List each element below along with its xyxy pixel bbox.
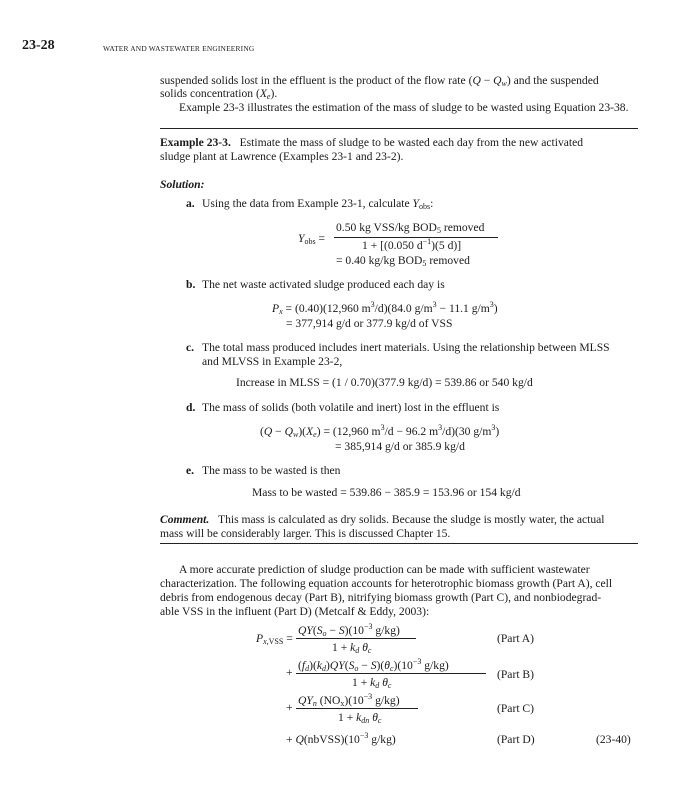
part-c-numerator: $QY_n$ $(NO_x)(10^{-3}$ g/kg) [298,692,400,708]
example-top-rule [160,128,638,129]
body-line-2: characterization. The following equation accounts for heterotrophic biomass growth (Part A), cell [160,577,613,590]
part-c-fraction-bar [296,708,418,709]
comment-line-1: Comment. This mass is calculated as dry solids. Because the sludge is mostly water, the actual [160,513,605,526]
part-d-label: (Part D) [497,733,535,746]
part-a-denominator: $1 + k_d$ $\theta_c$ [332,641,372,655]
part-b-plus: + [286,666,293,679]
yobs-numerator: 0.50 kg VSS/kg $BOD_5$ removed [336,221,485,235]
step-a-label: a. [186,197,195,210]
part-c-plus: + [286,701,293,714]
page-number: 23-28 [22,38,55,53]
step-b-text: The net waste activated sludge produced each day is [202,278,445,291]
mlss-equation: Increase in MLSS = (1 / 0.70)(377.9 kg/d) = 539.86 or 540 kg/d [236,376,533,389]
equation-number: (23-40) [596,733,631,746]
px-vss-lhs: $P_{x,VSS}$ = [256,632,293,646]
step-d-text: The mass of solids (both volatile and inert) lost in the effluent is [202,401,500,414]
step-a-text: Using the data from Example 23-1, calculate $Y_{obs}$: [202,197,434,211]
body-line-3: debris from endogenous decay (Part B), nitrifying biomass growth (Part C), and nonbiodegrad- [160,591,602,604]
body-line-4: able VSS in the influent (Part D) (Metcalf & Eddy, 2003): [160,605,430,618]
px-equation: $P_x = (0.40)(12,960$ $m^3/d)(84.0$ $g/m^3 - 11.1$ $g/m^3$) [272,300,498,316]
part-b-fraction-bar [296,673,486,674]
part-c-label: (Part C) [497,702,535,715]
intro-line-2: solids concentration $(X_e)$. [160,87,278,101]
yobs-lhs: $Y_{obs}$ = [298,232,326,246]
part-b-label: (Part B) [497,668,535,681]
step-b-label: b. [186,278,196,291]
intro-line-1: suspended solids lost in the effluent is the product of the flow rate $(Q - Q_w)$ and the suspended [160,74,599,88]
comment-line-2: mass will be considerably larger. This is discussed Chapter 15. [160,527,451,540]
part-b-numerator: $(f_d)(k_d)QY(S_o - S)(\theta_c)(10^{-3}$ g/kg) [298,657,449,673]
example-statement-2: sludge plant at Lawrence (Examples 23-1 and 23-2). [160,150,404,163]
step-c-text-2: and MLVSS in Example 23-2, [202,355,343,368]
effluent-result: = 385,914 g/d or 385.9 kg/d [335,440,465,453]
solution-label: Solution: [160,178,205,191]
yobs-result: = 0.40 kg/kg $BOD_5$ removed [336,254,470,268]
step-e-label: e. [186,464,195,477]
px-result: = 377,914 g/d or 377.9 kg/d of VSS [286,317,453,330]
step-d-label: d. [186,401,196,414]
waste-equation: Mass to be wasted = 539.86 − 385.9 = 153.96 or 154 kg/d [252,486,521,499]
intro-line-3: Example 23-3 illustrates the estimation of the mass of sludge to be wasted using Equation 23-38. [179,101,629,114]
part-a-label: (Part A) [497,632,535,645]
step-c-text-1: The total mass produced includes inert materials. Using the relationship between MLSS [202,341,610,354]
step-c-label: c. [186,341,195,354]
step-e-text: The mass to be wasted is then [202,464,341,477]
example-bottom-rule [160,543,638,544]
body-line-1: A more accurate prediction of sludge production can be made with sufficient wastewater [179,563,590,576]
part-a-fraction-bar [296,638,416,639]
yobs-denominator: 1 + [(0.050 $d^{-1})(5$ d)] [362,237,462,252]
part-d-term: + $Q(nbVSS)(10^{-3}$ g/kg) [286,731,396,746]
running-title: WATER AND WASTEWATER ENGINEERING [103,44,255,53]
example-statement: Example 23-3. Estimate the mass of sludge to be wasted each day from the new activated [160,136,584,149]
effluent-equation: $(Q - Q_w)(X_e) = (12,960$ $m^3/d - 96.2$ $m^3/d)(30$ $g/m^3$) [260,423,500,439]
part-a-numerator: $QY(S_o - S)(10^{-3}$ g/kg) [298,622,400,638]
part-c-denominator: $1 + k_{dn}$ $\theta_c$ [338,711,382,725]
part-b-denominator: $1 + k_d$ $\theta_c$ [352,676,392,690]
yobs-fraction-bar [334,237,498,238]
